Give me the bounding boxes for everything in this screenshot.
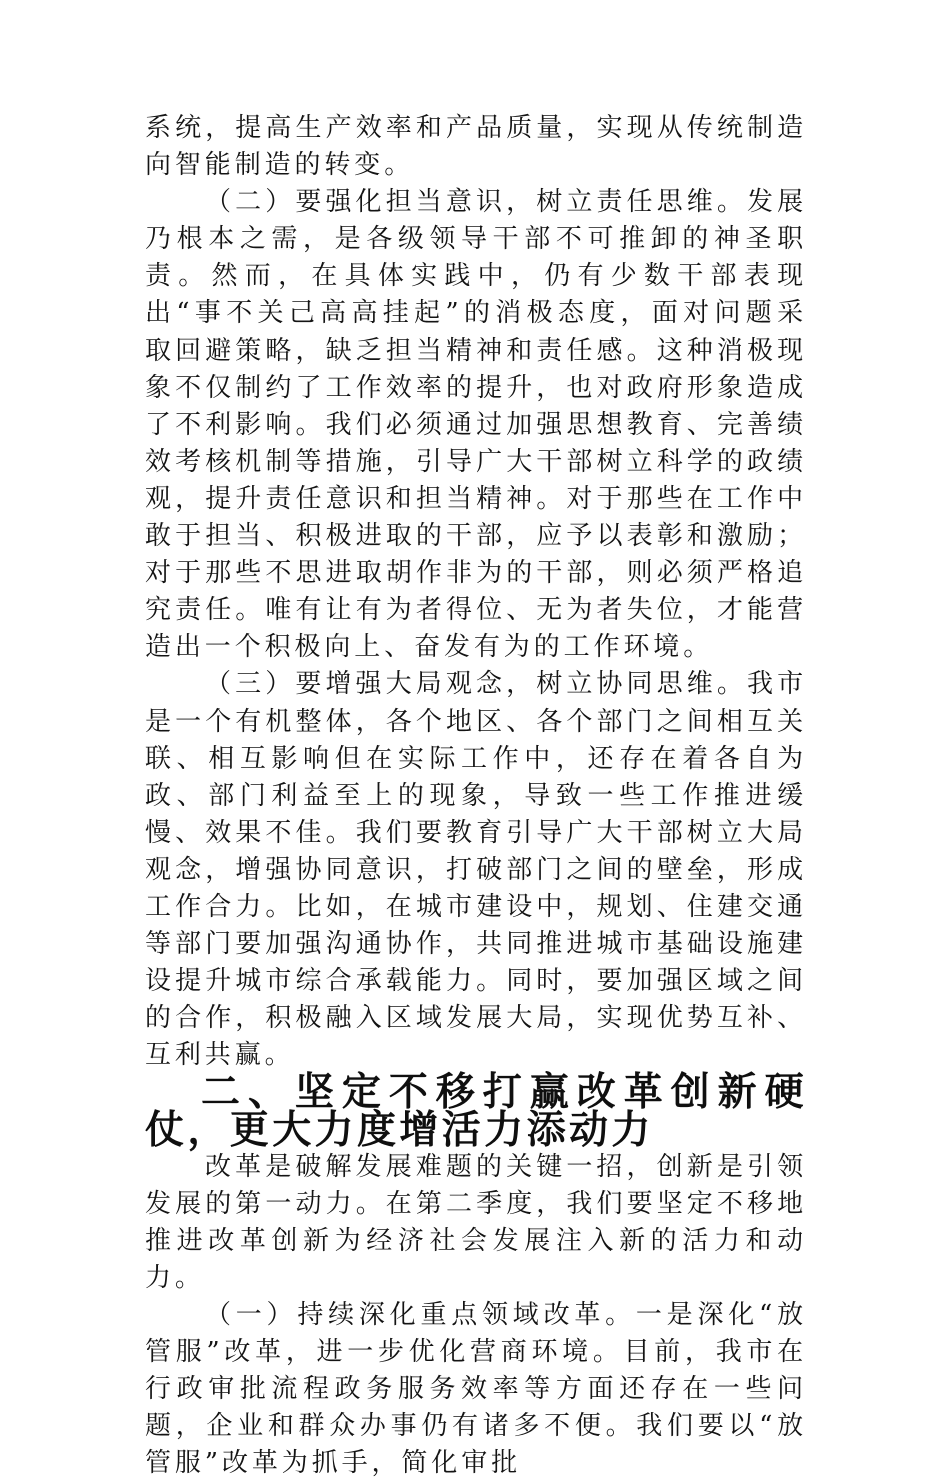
paragraph-overall-view: （三）要增强大局观念，树立协同思维。我市是一个有机整体，各个地区、各个部门之间相互关联、相互影响但在实际工作中，还存在着各自为政、部门利益至上的现象，导致一些工作推进缓慢、效果不佳。我们要教育引导广大干部树立大局观念，增强协同意识，打破部门之间的壁垒，形成工作合力。比如，在城市建设中，规划、住建交通等部门要加强沟通协作，共同推进城市基础设施建设提升城市综合承载能力。同时，要加强区域之间的合作，积极融入区域发展大局，实现优势互补、互利共赢。 — [145, 669, 807, 1071]
paragraph-key-reforms: （一）持续深化重点领域改革。一是深化“放管服”改革，进一步优化营商环境。目前，我市在行政审批流程政务服务效率等方面还存在一些问题，企业和群众办事仍有诸多不便。我们要以“放管服”改革为抓手，简化审批 — [145, 1300, 807, 1479]
section-heading-reform: 二、坚定不移打赢改革创新硬仗，更大力度增活力添动力 — [145, 1070, 807, 1153]
document-body — [145, 110, 807, 1482]
paragraph-responsibility: （二）要强化担当意识，树立责任思维。发展乃根本之需，是各级领导干部不可推卸的神圣职责。然而，在具体实践中，仍有少数干部表现出“事不关己高高挂起”的消极态度，面对问题采取回避策略，缺乏担当精神和责任感。这种消极现象不仅制约了工作效率的提升，也对政府形象造成了不利影响。我们必须通过加强思想教育、完善绩效考核机制等措施，引导广大干部树立科学的政绩观，提升责任意识和担当精神。对于那些在工作中敢于担当、积极进取的干部，应予以表彰和激励；对于那些不思进取胡作非为的干部，则必须严格追究责任。唯有让有为者得位、无为者失位，才能营造出一个积极向上、奋发有为的工作环境。 — [145, 187, 807, 663]
paragraph-continuation: 系统，提高生产效率和产品质量，实现从传统制造向智能制造的转变。 — [145, 113, 807, 181]
paragraph-reform-intro: 改革是破解发展难题的关键一招，创新是引领发展的第一动力。在第二季度，我们要坚定不移地推进改革创新为经济社会发展注入新的活力和动力。 — [145, 1151, 807, 1293]
